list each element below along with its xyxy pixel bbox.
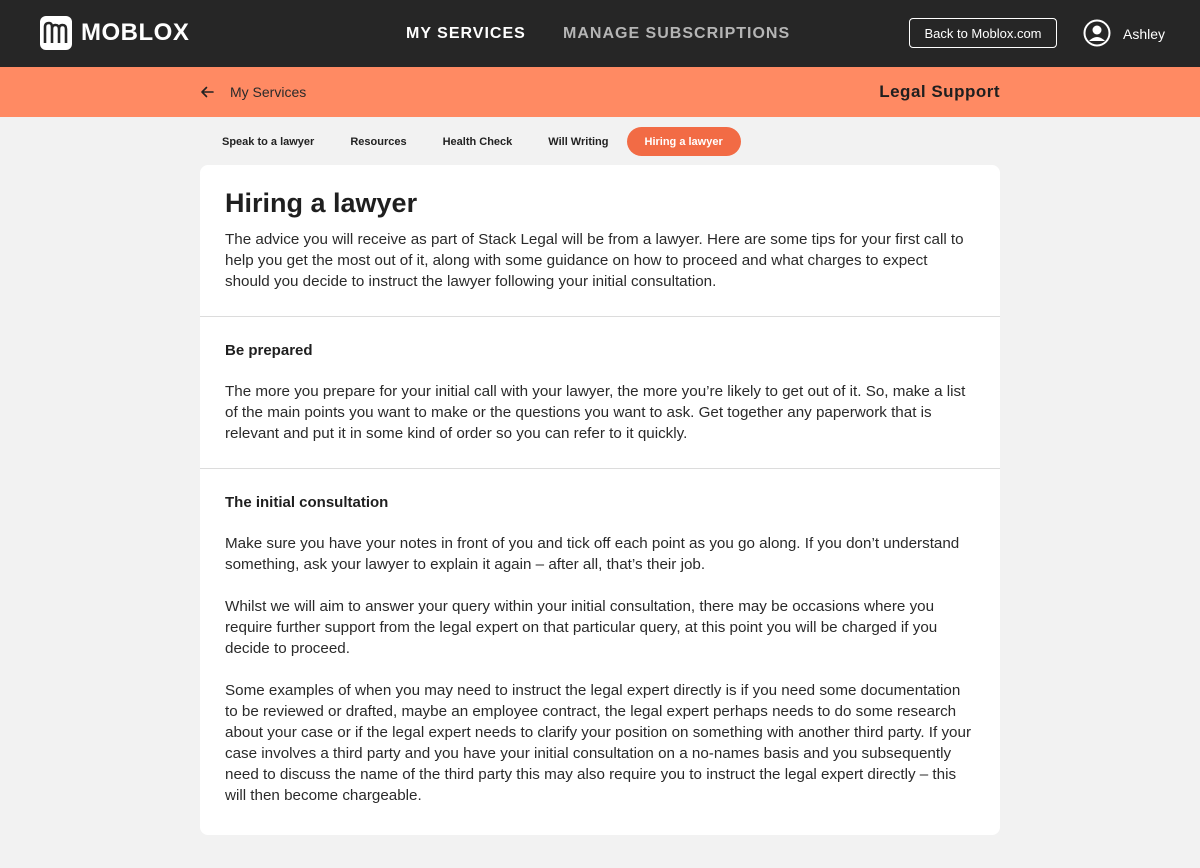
back-arrow-icon[interactable] bbox=[199, 84, 215, 100]
top-bar bbox=[0, 0, 1200, 67]
consultation-paragraph-1: Make sure you have your notes in front of you and tick off each point as you go along. If you don’t understand something, ask your lawyer to explain it again – after all, that’s their job. bbox=[225, 535, 960, 573]
breadcrumb-my-services[interactable]: My Services bbox=[230, 84, 307, 100]
brand-logo[interactable] bbox=[40, 16, 189, 50]
tab-bar bbox=[204, 127, 741, 156]
sub-header bbox=[0, 67, 1200, 117]
nav-my-services[interactable]: MY SERVICES bbox=[406, 24, 526, 42]
consultation-paragraph-3: Some examples of when you may need to instruct the legal expert directly is if you need some documentation to be reviewed or drafted, maybe an employee contract, the legal expert perhaps needs to do some research about your case or if the legal expert needs to clarify your position on something with another third party. If your case involves a third party and you have your initial consultation on a no-names basis and you subsequently need to discuss the name of the third party this may also require you to instruct the legal expert directly – this will then become chargeable. bbox=[225, 682, 971, 804]
back-to-moblox-button[interactable]: Back to Moblox.com bbox=[909, 18, 1057, 48]
heading-initial-consultation: The initial consultation bbox=[225, 494, 389, 511]
page-title: Hiring a lawyer bbox=[225, 188, 418, 218]
tab-speak-to-a-lawyer[interactable]: Speak to a lawyer bbox=[222, 135, 315, 148]
tab-health-check[interactable]: Health Check bbox=[442, 135, 513, 148]
heading-be-prepared: Be prepared bbox=[225, 342, 313, 359]
user-name[interactable]: Ashley bbox=[1123, 25, 1166, 42]
consultation-paragraph-2: Whilst we will aim to answer your query within your initial consultation, there may be occasions where you require further support from the legal expert on that particular query, at this point you will be charged if you decide to proceed. bbox=[225, 598, 938, 657]
user-avatar-icon[interactable] bbox=[1083, 19, 1111, 47]
be-prepared-paragraph: The more you prepare for your initial call with your lawyer, the more you’re likely to get out of it. So, make a list of the main points you want to make or the questions you want to ask. Get together any paperwork that is relevant and put it in some kind of order so you can refer to it quickly. bbox=[225, 383, 966, 442]
content-card bbox=[200, 165, 1000, 835]
nav-manage-subscriptions[interactable]: MANAGE SUBSCRIPTIONS bbox=[563, 24, 791, 42]
brand-name: MOBLOX bbox=[81, 19, 190, 46]
moblox-logo-icon bbox=[40, 16, 72, 50]
section-title: Legal Support bbox=[879, 82, 1000, 101]
intro-paragraph: The advice you will receive as part of Stack Legal will be from a lawyer. Here are some tips for your first call to help you get the most out of it, along with some guidance on how to proceed and what charges to expect should you decide to instruct the lawyer following your initial consultation. bbox=[225, 231, 964, 290]
tab-resources[interactable]: Resources bbox=[350, 135, 407, 148]
tab-will-writing[interactable]: Will Writing bbox=[548, 135, 609, 148]
tab-hiring-a-lawyer[interactable]: Hiring a lawyer bbox=[627, 127, 741, 156]
